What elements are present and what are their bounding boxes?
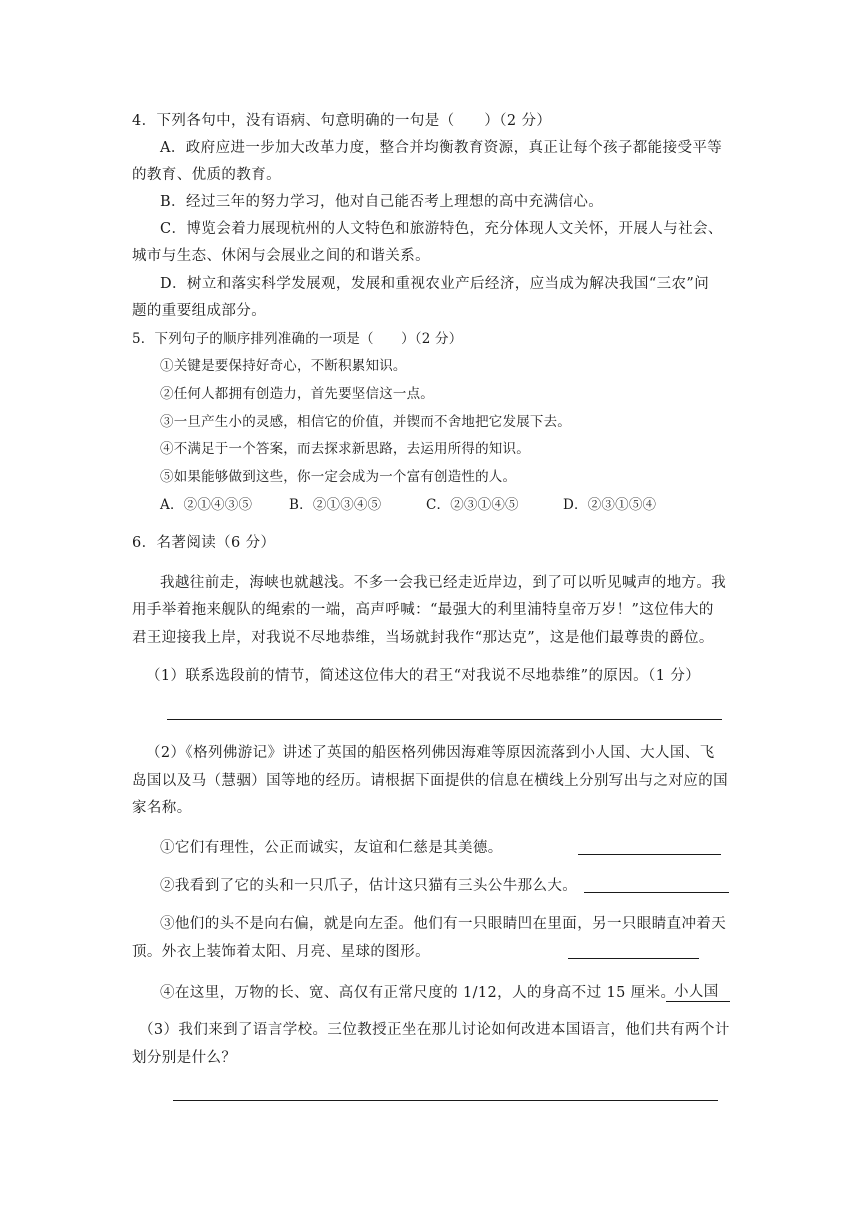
q6-stem: 6．名著阅读（6 分） xyxy=(132,535,276,551)
q5-sentence-1: ①关键是要保持好奇心，不断积累知识。 xyxy=(160,358,407,374)
q6-sub2-line3: 家名称。 xyxy=(132,800,192,816)
q5-option-b: B．②①③④⑤ xyxy=(289,497,382,513)
q6-item4-answer: 小人国 xyxy=(666,983,730,1002)
q6-passage-line3: 君王迎接我上岸，对我说不尽地恭维，当场就封我作“那达克”，这是他们最尊贵的爵位。 xyxy=(132,630,714,646)
q4-option-c-line1: C．博览会着力展现杭州的人文特色和旅游特色，充分体现人文关怀，开展人与社会、 xyxy=(160,221,723,237)
q4-option-d-line1: D．树立和落实科学发展观，发展和重视农业产后经济，应当成为解决我国“三农”问 xyxy=(160,276,710,292)
q5-sentence-3: ③一旦产生小的灵感，相信它的价值，并锲而不舍地把它发展下去。 xyxy=(160,414,571,430)
q6-sub3-line2: 划分别是什么？ xyxy=(132,1050,237,1066)
q4-option-a-line1: A．政府应进一步加大改革力度，整合并均衡教育资源，真正让每个孩子都能接受平等 xyxy=(160,140,723,156)
q5-sentence-5: ⑤如果能够做到这些，你一定会成为一个富有创造性的人。 xyxy=(160,469,517,485)
q5-stem: 5．下列句子的顺序排列准确的一项是（ ）（2 分） xyxy=(132,331,463,347)
q6-sub2-line1: （2）《格列佛游记》讲述了英国的船医格列佛因海难等原因流落到小人国、大人国、飞 xyxy=(146,745,715,761)
q5-option-d: D．②③①⑤④ xyxy=(563,497,657,513)
q6-item3-answer-line[interactable] xyxy=(568,958,699,959)
q6-item1-answer-line[interactable] xyxy=(578,854,721,855)
q6-item3-line1: ③他们的头不是向右偏，就是向左歪。他们有一只眼睛凹在里面，另一只眼睛直冲着天 xyxy=(160,916,727,932)
q6-sub3-answer-line[interactable] xyxy=(173,1100,718,1101)
q6-item2: ②我看到了它的头和一只爪子，估计这只猫有三头公牛那么大。 xyxy=(160,878,578,894)
q4-option-b: B．经过三年的努力学习，他对自己能否考上理想的高中充满信心。 xyxy=(160,194,604,210)
q5-sentence-4: ④不满足于一个答案，而去探求新思路，去运用所得的知识。 xyxy=(160,441,530,457)
q6-passage-line2: 用手举着拖来舰队的绳索的一端，高声呼喊：“最强大的利里浦特皇帝万岁！”这位伟大的 xyxy=(132,602,714,618)
q6-item3-line2: 顶。外衣上装饰着太阳、月亮、星球的图形。 xyxy=(132,944,430,960)
q5-option-a: A．②①④③⑤ xyxy=(160,497,253,513)
q6-passage-line1: 我越往前走，海峡也就越浅。不多一会我已经走近岸边，到了可以听见喊声的地方。我 xyxy=(160,575,727,591)
q4-option-d-line2: 题的重要组成部分。 xyxy=(132,303,267,319)
q6-item4: ④在这里，万物的长、宽、高仅有正常尺度的 1/12，人的身高不过 15 厘米。 xyxy=(160,985,676,1001)
q6-sub1-question: （1）联系选段前的情节，简述这位伟大的君王“对我说不尽地恭维”的原因。（1 分） xyxy=(146,668,701,684)
q5-sentence-2: ②任何人都拥有创造力，首先要坚信这一点。 xyxy=(160,386,434,402)
q6-sub1-answer-line[interactable] xyxy=(167,719,722,720)
q4-stem: 4．下列各句中，没有语病、句意明确的一句是（ ）（2 分） xyxy=(132,113,552,129)
q6-sub3-line1: （3）我们来到了语言学校。三位教授正坐在那儿讨论如何改进本国语言，他们共有两个计 xyxy=(139,1022,730,1038)
q4-option-a-line2: 的教育、优质的教育。 xyxy=(132,167,281,183)
q6-item1: ①它们有理性，公正而诚实，友谊和仁慈是其美德。 xyxy=(160,840,503,856)
q4-option-c-line2: 城市与生态、休闲与会展业之间的和谐关系。 xyxy=(132,248,430,264)
q6-sub2-line2: 岛国以及马（慧骃）国等地的经历。请根据下面提供的信息在横线上分别写出与之对应的国 xyxy=(132,773,728,789)
q6-item2-answer-line[interactable] xyxy=(584,892,729,893)
q5-option-c: C．②③①④⑤ xyxy=(426,497,519,513)
